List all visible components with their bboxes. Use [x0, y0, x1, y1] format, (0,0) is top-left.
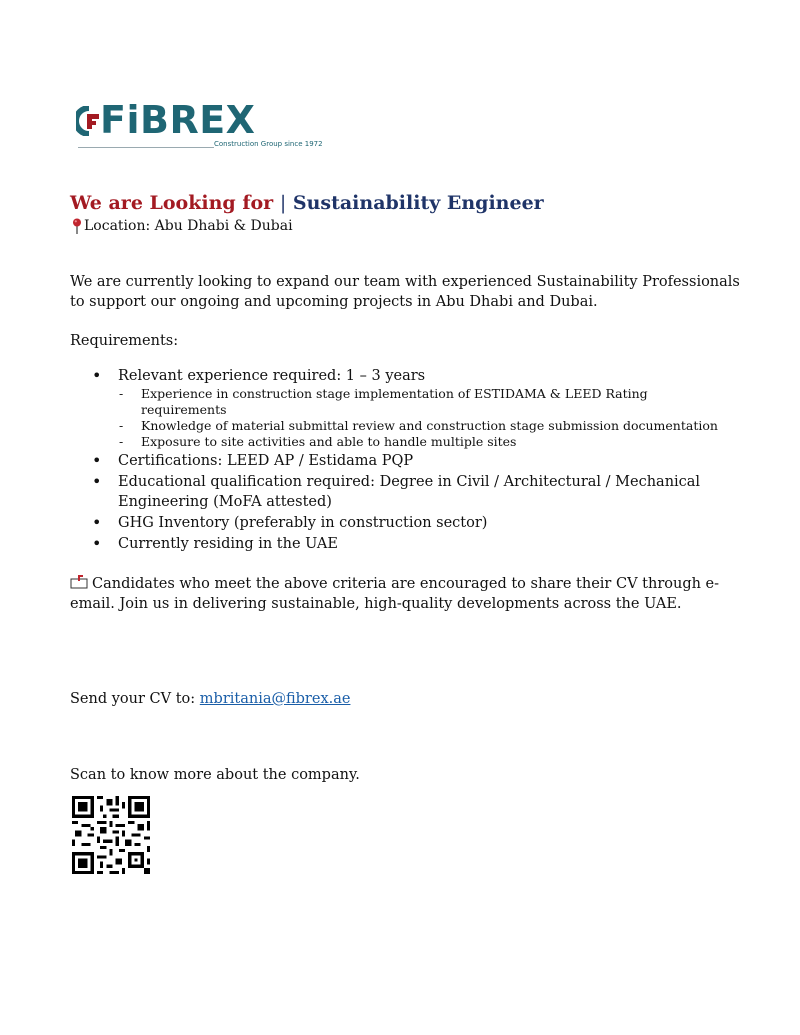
send-cv-line: [70, 689, 350, 709]
list-item: • GHG Inventory (preferably in construction sector): [70, 513, 730, 533]
logo-wordmark: FiBREX: [100, 98, 256, 142]
location-text: Location: Abu Dhabi & Dubai: [84, 218, 293, 234]
scan-text: Scan to know more about the company.: [70, 767, 360, 783]
title-separator: |: [279, 192, 287, 214]
requirements-heading: Requirements:: [70, 333, 179, 349]
requirements-list: [70, 366, 730, 555]
logo-tagline: Construction Group since 1972: [214, 140, 323, 148]
company-logo: [72, 96, 323, 156]
sub-list-item: - Exposure to site activities and able to handle multiple sites: [118, 434, 730, 450]
cta-paragraph: [70, 574, 760, 614]
page-title: [70, 191, 544, 215]
mailbox-icon: [70, 575, 88, 589]
list-item: • Educational qualification required: Degree in Civil / Architectural / Mechanical Engineering (MoFA attested): [70, 472, 730, 512]
cta-text: Candidates who meet the above criteria are encouraged to share their CV through e-email. Join us in delivering sustainable, high-quality developments across the UAE.: [70, 576, 720, 612]
experience-sublist: [118, 386, 730, 450]
intro-paragraph: We are currently looking to expand our team with experienced Sustainability Professionals to support our ongoing and upcoming projects in Abu Dhabi and Dubai.: [70, 274, 740, 310]
qr-code-icon[interactable]: [72, 796, 150, 874]
logo-divider: [78, 147, 214, 148]
list-item: [70, 366, 730, 450]
list-item: • Certifications: LEED AP / Estidama PQP: [70, 451, 730, 471]
location-pin-icon: [72, 218, 82, 234]
sub-list-item: - Experience in construction stage implementation of ESTIDAMA & LEED Rating requirements: [118, 386, 730, 418]
requirement-text: Relevant experience required: 1 – 3 years: [118, 368, 426, 384]
list-item: • Currently residing in the UAE: [70, 534, 730, 554]
title-lead: We are Looking for: [70, 192, 274, 214]
job-location: [72, 216, 293, 236]
title-role: Sustainability Engineer: [292, 192, 544, 214]
send-cv-label: Send your CV to:: [70, 691, 196, 707]
sub-list-item: - Knowledge of material submittal review and construction stage submission documentation: [118, 418, 730, 434]
fibrex-logo-icon: [76, 106, 102, 136]
email-link[interactable]: mbritania@fibrex.ae: [199, 691, 351, 707]
